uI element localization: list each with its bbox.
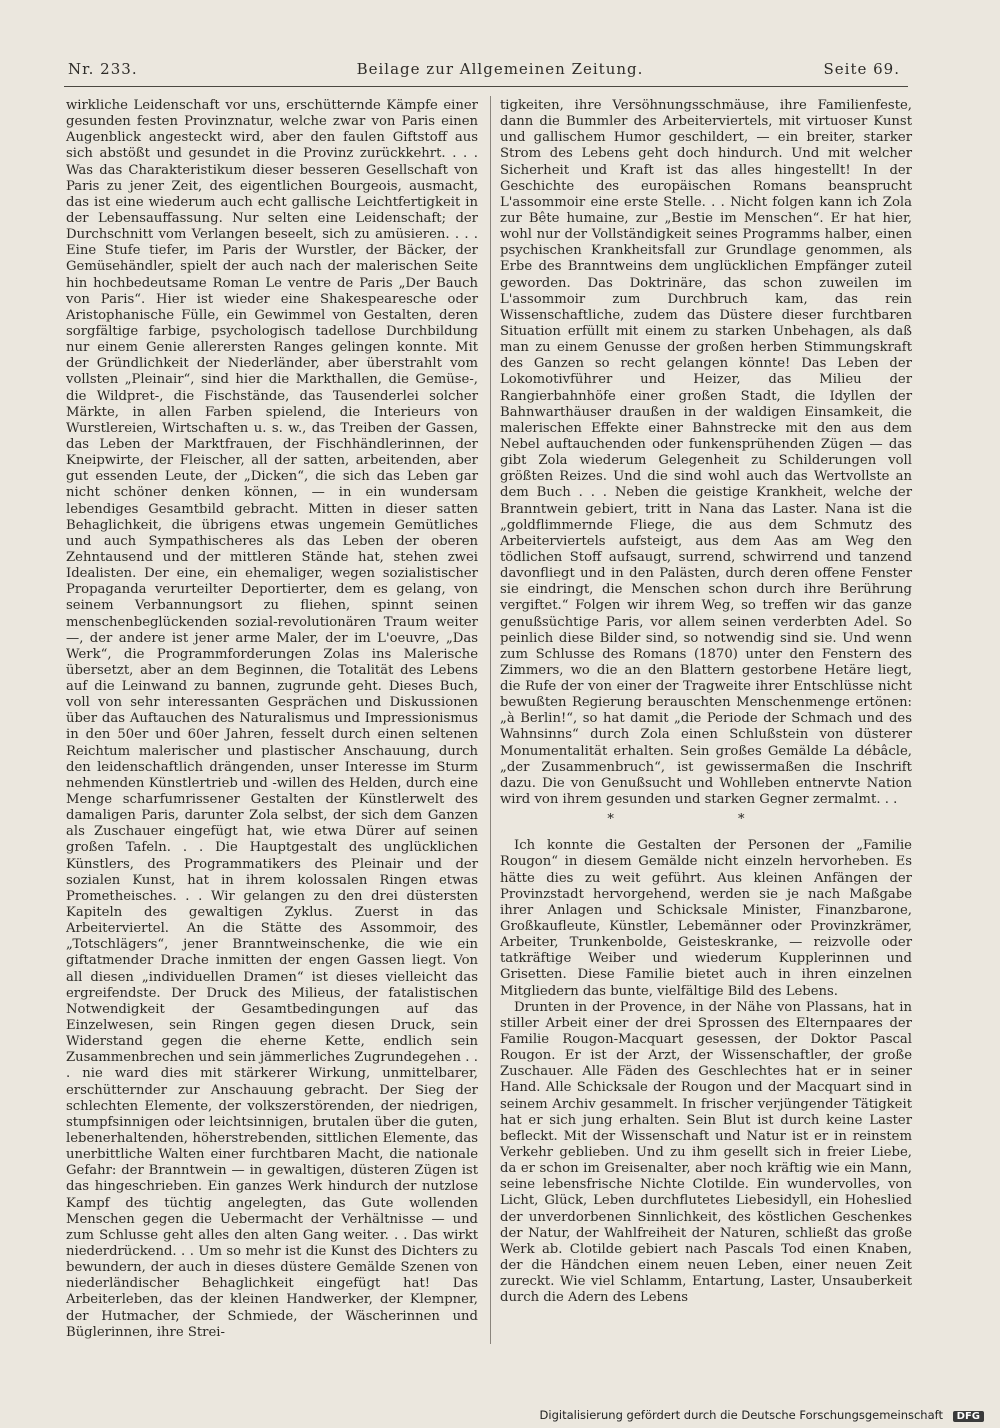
section-separator: * * (607, 812, 805, 828)
paragraph: tigkeiten, ihre Versöhnungsschmäuse, ihre Familienfeste, dann die Bummler des Arbeiterviertels, mit virtuoser Kunst und gallischem Humor geschildert, — ein breiter, starker Strom des Lebens geht doch hindurch. Und mit welcher Sicherheit und Kraft ist das alles hingestellt! In der Geschichte des europäischen Romans beansprucht L'assommoir eine erste Stelle. . . Nicht folgen kann ich Zola zur Bête humaine, zur „Bestie im Menschen“. Er hat hier, wohl nur der Vollständigkeit seines Programms halber, einen psychischen Krankheitsfall zur Grundlage genommen, als Erbe des Branntweins dem unglücklichen Empfänger zuteil geworden. Das Doktrinäre, das schon zuweilen im L'assommoir zum Durchbruch kam, das rein Wissenschaftliche, zudem das Düstere dieser furchtbaren Situation erfüllt mit einem zu starken Unbehagen, als daß man zu einem Genusse der großen herben Stimmungskraft des Ganzen so recht gelangen könnte! Das Leben der Lokomotivführer und Heizer, das Milieu der Rangierbahnhöfe einer großen Stadt, die Idyllen der Bahnwarthäuser draußen in der waldigen Einsamkeit, die malerischen Effekte einer Bahnstrecke mit den aus dem Nebel auftauchenden oder funkensprühenden Zügen — das gibt Zola wiederum Gelegenheit zu Schilderungen voll größten Reizes. Und die sind wohl auch das Wertvollste an dem Buch . . . Neben die geistige Krankheit, welche der Branntwein gebiert, tritt in Nana das Laster. Nana ist die „goldflimmernde Fliege, die aus dem Schmutz des Arbeiterviertels aufsteigt, aus dem Aas am Weg den tödlichen Stoff aufsaugt, surrend, schwirrend und tanzend davonfliegt und in den Palästen, durch deren offene Fenster sie eindringt, die Menschen schon durch ihre Berührung vergiftet.“ Folgen wir ihrem Weg, so treffen wir das ganze genußsüchtige Paris, vor allem seinen verderbten Adel. So peinlich diese Bilder sind, so notwendig sind sie. Und wenn zum Schlusse des Romans (1870) unter den Fenstern des Zimmers, wo die an den Blattern gestorbene Hetäre liegt, die Rufe der von einer der Tragweite ihrer Entschlüsse nicht bewußten Regierung berauschten Menschenmenge ertönen: „à Berlin!“, so hat damit „die Periode der Schmach und des Wahnsinns“ durch Zola einen Schlußstein von düsterer Monumentalität erhalten. Sein großes Gemälde La débâcle, „der Zusammenbruch“, ist gewissermaßen die Inschrift dazu. Die von Genußsucht und Wohlleben entnervte Nation wird von ihrem gesunden und starken Gegner zermalmt. . . (500, 98, 912, 808)
issue-number: Nr. 233. (68, 60, 138, 78)
header-rule (64, 86, 908, 87)
paragraph: Drunten in der Provence, in der Nähe von Plassans, hat in stiller Arbeit einer der drei Sprossen des Elternpaares der Familie Rougon-Macquart gesessen, der Doktor Pascal Rougon. Er ist der Arzt, der Wissenschaftler, der große Zuschauer. Alle Fäden des Geschlechtes hat er in seiner Hand. Alle Schicksale der Rougon und der Macquart sind in seinem Archiv gesammelt. In frischer verjüngender Tätigkeit hat er sich jung erhalten. Sein Blut ist durch keine Laster befleckt. Mit der Wissenschaft und Natur ist er in reinstem Verkehr geblieben. Und zu ihm gesellt sich in freier Liebe, da er schon im Greisenalter, aber noch kräftig wie ein Mann, seine lebensfrische Nichte Clotilde. Ein wundervolles, von Licht, Glück, Leben durchflutetes Liebesidyll, ein Hoheslied der unverdorbenen Sinnlichkeit, des köstlichen Geschenkes der Natur, der Wahlfreiheit der Naturen, schließt das große Werk ab. Clotilde gebiert nach Pascals Tod einen Knaben, der die Händchen einem neuen Leben, einer neuen Zeit zureckt. Wie viel Schlamm, Entartung, Laster, Unsauberkeit durch die Adern des Lebens (500, 999, 912, 1306)
column-divider (490, 96, 491, 1344)
publication-title: Beilage zur Allgemeinen Zeitung. (356, 60, 644, 78)
footer-credit (540, 1408, 984, 1422)
footer-text: Digitalisierung gefördert durch die Deutsche Forschungsgemeinschaft (539, 1408, 943, 1422)
dfg-logo: DFG (953, 1411, 984, 1422)
paragraph: wirkliche Leidenschaft vor uns, erschütternde Kämpfe einer gesunden festen Provinznatur, welche zwar von Paris einen Augenblick angesteckt wird, aber den faulen Giftstoff aus sich abstößt und gesundet in die Provinz zurückkehrt. . . . Was das Charakteristikum dieser besseren Gesellschaft von Paris zu jener Zeit, des eigentlichen Bourgeois, ausmacht, das ist eine wiederum auch echt gallische Leichtfertigkeit in der Lebensauffassung. Nur selten eine Leidenschaft; der Durchschnitt vom Verlangen beseelt, sich zu amüsieren. . . . Eine Stufe tiefer, im Paris der Wurstler, der Bäcker, der Gemüsehändler, spielt der auch nach der malerischen Seite hin hochbedeutsame Roman Le ventre de Paris „Der Bauch von Paris“. Hier ist wieder eine Shakespearesche oder Aristophanische Fülle, ein Gewimmel von Gestalten, deren sorgfältige farbige, psychologisch tadellose Durchbildung nur einem Genie allerersten Ranges gelingen konnte. Mit der Gründlichkeit der Niederländer, aber überstrahlt vom vollsten „Pleinair“, sind hier die Markthallen, die Gemüse-, die Wildpret-, die Fischstände, das Tausenderlei solcher Märkte, in allen Farben spielend, die Interieurs von Wurstlereien, Wirtschaften u. s. w., das Treiben der Gassen, das Leben der Marktfrauen, der Fischhändlerinnen, der Kneipwirte, der Fleischer, all der satten, arbeitenden, aber gut essenden Leute, der „Dicken“, die sich das Leben gar nicht schöner denken können, — in ein wundersam lebendiges Gesamtbild gebracht. Mitten in dieser satten Behaglichkeit, die übrigens etwas ungemein Gemütliches und auch Sympathischeres als das Leben der oberen Zehntausend und der mittleren Stände hat, stehen zwei Idealisten. Der eine, ein ehemaliger, wegen sozialistischer Propaganda verurteilter Deportierter, dem es gelang, von seinem Verbannungsort zu fliehen, spinnt seinen menschenbeglückenden sozial-revolutionären Traum weiter —, der andere ist jener arme Maler, der im L'oeuvre, „Das Werk“, die Programmforderungen Zolas ins Malerische übersetzt, aber an dem Beginnen, die Totalität des Lebens auf die Leinwand zu bannen, zugrunde geht. Dieses Buch, voll von sehr interessanten Gesprächen und Diskussionen über das Auftauchen des Naturalismus und Impressionismus in den 50er und 60er Jahren, fesselt durch einen seltenen Reichtum malerischer und plastischer Anschauung, durch den leidenschaftlich drängenden, unser Interesse im Sturm nehmenden Künstlertrieb und -willen des Helden, durch eine Menge scharfumrissener Gestalten der Künstlerwelt des damaligen Paris, darunter Zola selbst, der sich dem Ganzen als Zuschauer eingefügt hat, wie etwa Dürer auf seinen großen Tafeln. . . Die Hauptgestalt des unglücklichen Künstlers, des Programmatikers des Pleinair und der sozialen Kunst, hat in ihrem kolossalen Ringen etwas Prometheisches. . . Wir gelangen zu den drei düstersten Kapiteln des gewaltigen Zyklus. Zuerst in das Arbeiterviertel. An die Stätte des Assommoir, des „Totschlägers“, jener Branntweinschenke, die wie ein giftatmender Drache inmitten der engen Gassen liegt. Von all diesen „individuellen Dramen“ ist dieses vielleicht das ergreifendste. Der Druck des Milieus, der fatalistischen Notwendigkeit der Gesamtbedingungen auf das Einzelwesen, sein Ringen gegen diesen Druck, sein Widerstand gegen die eherne Kette, endlich sein Zusammenbrechen und sein jämmerliches Zugrundegehen . . . nie ward dies mit stärkerer Wirkung, unmittelbarer, erschütternder zur Anschauung gebracht. Der Sieg der schlechten Elemente, der volkszerstörenden, der niedrigen, stumpfsinnigen oder leichtsinnigen, brutalen über die guten, lebenerhaltenden, höherstrebenden, sittlichen Elemente, das unerbittliche Walten einer furchtbaren Macht, die nationale Gefahr: der Branntwein — in gewaltigen, düsteren Zügen ist das hingeschrieben. Ein ganzes Werk hindurch der nutzlose Kampf des tüchtig angelegten, das Gute wollenden Menschen gegen die Uebermacht der Verhältnisse — und zum Schlusse geht alles den alten Gang weiter. . . Das wirkt niederdrückend. . . Um so mehr ist die Kunst des Dichters zu bewundern, der auch in dieses düstere Gemälde Szenen von niederländischer Behaglichkeit eingefügt hat! Das Arbeiterleben, das der kleinen Handwerker, der Klempner, der Hutmacher, der Schmiede, der Wäscherinnen und Büglerinnen, ihre Strei- (66, 98, 478, 1340)
left-column (66, 98, 478, 1341)
right-column (500, 98, 912, 1306)
paragraph: Ich konnte die Gestalten der Personen der „Familie Rougon“ in diesem Gemälde nicht einzeln hervorheben. Es hätte dies zu weit geführt. Aus kleinen Anfängen der Provinzstadt hervorgehend, werden sie je nach Maßgabe ihrer Anlagen und Schicksale Minister, Finanzbarone, Großkaufleute, Künstler, Lebemänner oder Provinzkrämer, Arbeiter, Trunkenbolde, Geisteskranke, — reizvolle oder tatkräftige Weiber und wiederum Kupplerinnen und Grisetten. Diese Familie bietet auch in ihren einzelnen Mitgliedern das bunte, vielfältige Bild des Lebens. (500, 838, 912, 999)
page-number: Seite 69. (823, 60, 900, 78)
